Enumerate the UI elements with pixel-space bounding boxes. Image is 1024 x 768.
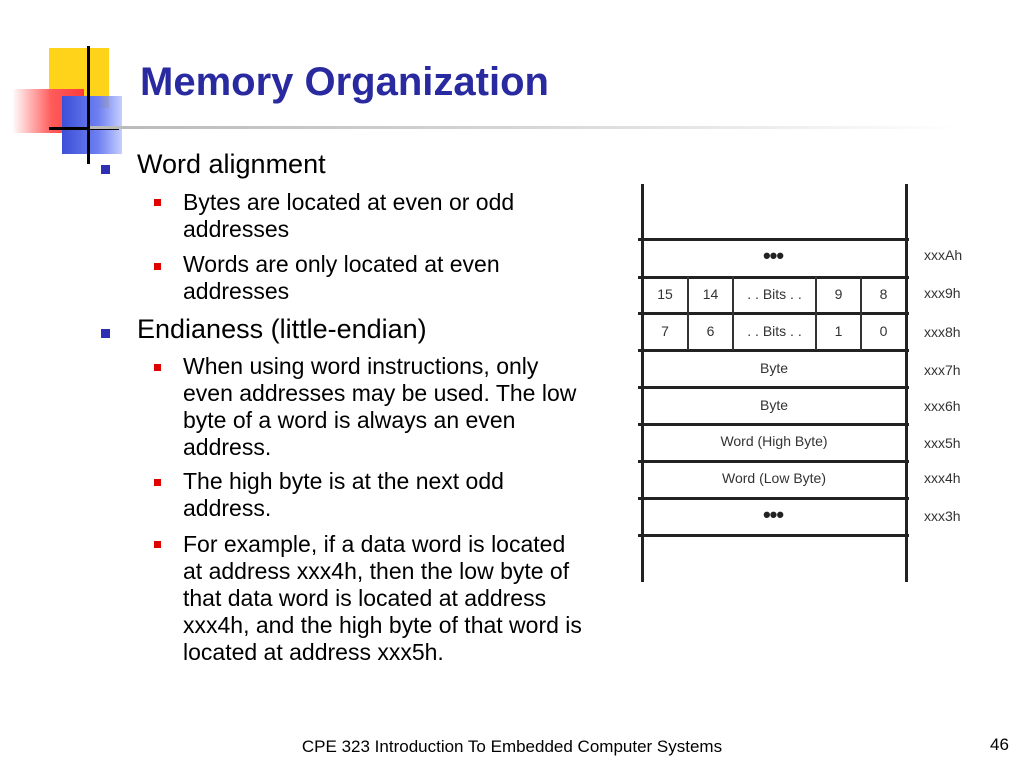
memory-layout-diagram <box>638 184 978 584</box>
bullet-square-icon <box>101 165 110 174</box>
bit-8-cell: 8 <box>879 286 888 302</box>
ellipsis-top: ••• <box>762 243 784 268</box>
bit-0-cell: 0 <box>879 323 888 339</box>
address-label-xxx5h: xxx5h <box>924 435 961 451</box>
sub-bullet-words-location: Words are only located at even addresses <box>183 251 500 304</box>
word-low-byte-cell: Word (Low Byte) <box>722 470 826 486</box>
sub-bullet-example: For example, if a data word is located at address xxx4h, then the low byte of that data word is located at address xxx4h, and the high byte of that word is located at address xxx5h. <box>183 531 582 665</box>
address-label-xxxAh: xxxAh <box>924 247 963 263</box>
diagram-row-line <box>638 497 909 500</box>
slide-footer: CPE 323 Introduction To Embedded Computer Systems <box>301 737 723 756</box>
title-underline <box>90 126 960 129</box>
ellipsis-bottom: ••• <box>762 502 784 527</box>
diagram-row-line <box>638 534 909 537</box>
diagram-row-line <box>638 312 909 315</box>
diagram-row-line <box>638 460 909 463</box>
slide-number: 46 <box>990 735 1009 754</box>
bit-1-cell: 1 <box>834 323 843 339</box>
bit-7-cell: 7 <box>661 323 669 339</box>
bit-6-cell: 6 <box>706 323 715 339</box>
address-label-xxx9h: xxx9h <box>924 285 961 301</box>
byte-cell-6h: Byte <box>759 397 788 413</box>
sub-bullet-high-byte: The high byte is at the next odd address. <box>183 468 504 521</box>
diagram-row-line <box>638 276 909 279</box>
diagram-row-line <box>638 238 909 241</box>
address-label-xxx6h: xxx6h <box>924 398 961 414</box>
diagram-row-line <box>638 349 909 352</box>
bullet-word-alignment: Word alignment <box>137 149 326 179</box>
sub-bullet-square-icon <box>154 263 161 270</box>
sub-bullet-word-instructions: When using word instructions, only even addresses may be used. The low byte of a word is always an even address. <box>183 353 577 460</box>
bit-15-cell: 15 <box>657 286 673 302</box>
word-high-byte-cell: Word (High Byte) <box>720 433 828 449</box>
sub-bullet-square-icon <box>154 199 161 206</box>
sub-bullet-square-icon <box>154 364 161 371</box>
bit-14-cell: 14 <box>702 286 719 302</box>
diagram-row-line <box>638 423 909 426</box>
address-label-xxx3h: xxx3h <box>924 508 961 524</box>
logo-blue-square <box>62 96 122 154</box>
byte-cell-7h: Byte <box>759 360 788 376</box>
address-label-xxx7h: xxx7h <box>924 362 961 378</box>
bullet-endianess: Endianess (little-endian) <box>137 314 427 344</box>
slide-title: Memory Organization <box>140 60 549 104</box>
diagram-right-wall <box>905 184 908 582</box>
logo-vertical-line <box>87 46 90 164</box>
bits-ellipsis-cell: . . Bits . . <box>747 286 802 302</box>
sub-bullet-square-icon <box>154 479 161 486</box>
address-label-xxx8h: xxx8h <box>924 324 961 340</box>
bit-9-cell: 9 <box>834 286 843 302</box>
diagram-row-line <box>638 386 909 389</box>
bullet-square-icon <box>101 329 110 338</box>
sub-bullet-square-icon <box>154 541 161 548</box>
sub-bullet-bytes-location: Bytes are located at even or odd addresses <box>183 189 515 242</box>
address-label-xxx4h: xxx4h <box>924 470 961 486</box>
bits-ellipsis-cell: . . Bits . . <box>747 323 802 339</box>
